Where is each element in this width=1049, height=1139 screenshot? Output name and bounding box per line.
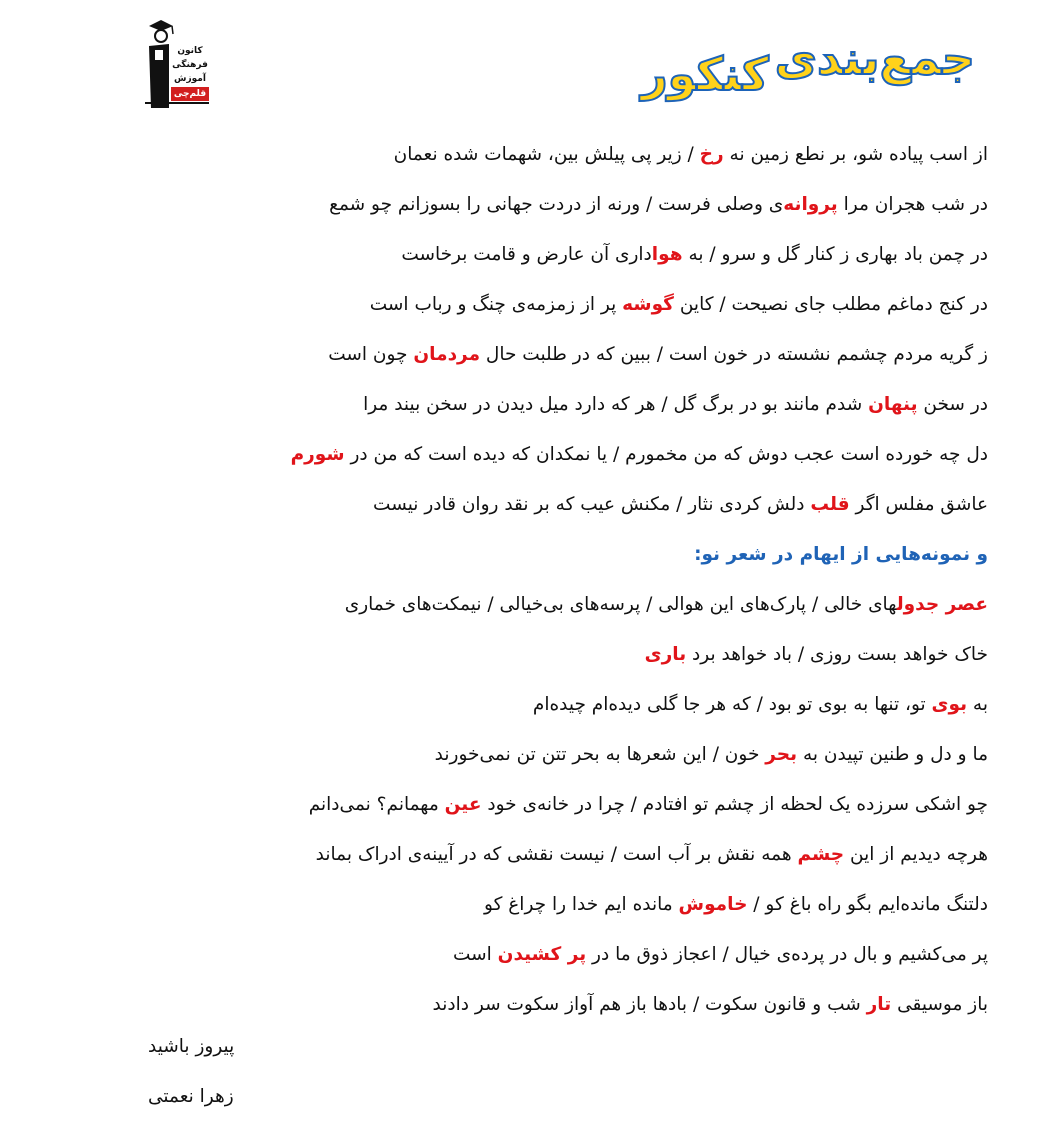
poem-line [128,830,988,880]
highlighted-word: عین [444,794,482,815]
poem-line [128,130,988,180]
brand-word-2: کنکور [641,47,769,101]
highlighted-word: هوا [651,244,683,265]
highlighted-word: قلب [810,494,850,515]
highlighted-word: پر کشیدن [497,944,587,965]
poem-text: دلش کردی نثار / مکنش عیب که بر نقد روان قادر نیست [373,494,811,515]
poem-lines [128,130,988,1030]
poem-text: دلتنگ مانده‌ایم بگو راه باغ کو / [747,894,988,915]
highlighted-word: تار [866,994,892,1015]
poem-text: شب و قانون سکوت / بادها باز هم آواز سکوت سر دادند [432,994,867,1015]
poem-line [128,330,988,380]
poem-text: ما و دل و طنین تپیدن به [797,744,988,765]
highlighted-word: گوشه [622,294,674,315]
brand-title [641,28,975,101]
highlighted-word: باری [644,644,687,665]
poem-text: مهمانم؟ نمی‌دانم [308,794,445,815]
closing-text: پیروز باشید [148,1036,235,1057]
kanoon-logo [145,16,209,110]
poem-text: هرچه دیدیم از این [844,844,988,865]
poem-text: ‌ی وصلی فرست / ورنه از دردت جهانی را بسوزانم چو شمع [329,194,784,215]
poem-line [128,480,988,530]
poem-line [128,730,988,780]
highlighted-word: شورم [290,444,345,465]
poem-line [128,430,988,480]
poem-line [128,630,988,680]
poem-line [128,280,988,330]
highlighted-word: بوی [931,694,968,715]
poem-text: تو، تنها به بوی تو بود / که هر جا گلی دیده‌ام چیده‌ام [532,694,932,715]
poem-text: پر از زمزمه‌ی چنگ و رباب است [369,294,623,315]
poem-text: در کنج دماغم مطلب جای نصیحت / کاین [673,294,988,315]
highlighted-word: عصر جدول [896,594,988,615]
highlighted-word: پنهان [868,394,918,415]
poem-text: به [967,694,988,715]
poem-text: در شب هجران مرا [837,194,988,215]
poem-text: ز گریه مردم چشمم نشسته در خون است / ببین که در طلبت حال [480,344,988,365]
poem-text: دل چه خورده است عجب دوش که من مخمورم / یا نمکدان که دیده است که من در [344,444,988,465]
poem-text: های خالی / پارک‌های این هوالی / پرسه‌های بی‌خیالی / نیمکت‌های خماری [344,594,897,615]
poem-text: / زیر پی پیلش بین، شهمات شده نعمان [393,144,700,165]
kanoon-logo-text: کانون فرهنگی آموزش قلم‌چی [172,46,208,99]
poem-line [128,380,988,430]
highlighted-word: پروانه [783,194,838,215]
poem-text: باز موسیقی [891,994,988,1015]
poem-text: خاک خواهد بست روزی / باد خواهد برد [686,644,988,665]
brand-logo [641,28,975,101]
poem-text: چون است [328,344,414,365]
poem-line [128,180,988,230]
poem-line [128,780,988,830]
poem-line [128,880,988,930]
poem-line [128,580,988,630]
poem-text: شدم مانند بو در برگ گل / هر که دارد میل دیدن در سخن بیند مرا [363,394,869,415]
poem-text: چو اشکی سرزده یک لحظه از چشم تو افتادم / چرا در خانه‌ی خود [481,794,988,815]
poem-text: از اسب پیاده شو، بر نطع زمین نه [723,144,988,165]
poem-line [128,680,988,730]
poem-text: خون / این شعرها به بحر تتن تن نمی‌خورند [434,744,766,765]
section-heading: و نمونه‌هایی از ایهام در شعر نو: [694,544,988,565]
poem-text: است [452,944,498,965]
author-name: زهرا نعمتی [148,1086,234,1107]
poem-text: پر می‌کشیم و بال در پرده‌ی خیال / اعجاز ذوق ما در [586,944,988,965]
poem-text: همه نقش بر آب است / نیست نقشی که در آیینه‌ی ادراک بماند [315,844,798,865]
highlighted-word: مردمان [413,344,481,365]
poem-text: در چمن باد بهاری ز کنار گل و سرو / به [682,244,988,265]
poem-text: عاشق مفلس اگر [849,494,988,515]
poem-text: مانده ایم خدا را چراغ کو [484,894,679,915]
brand-word-1: جمع‌بندی [774,31,975,85]
poem-line [128,980,988,1030]
highlighted-word: بحر [765,744,798,765]
poem-text: داری آن عارض و قامت برخاست [401,244,652,265]
highlighted-word: رخ [699,144,724,165]
highlighted-word: چشم [797,844,845,865]
poem-line [128,230,988,280]
poem-text: در سخن [917,394,988,415]
highlighted-word: خاموش [678,894,748,915]
poem-line [128,930,988,980]
